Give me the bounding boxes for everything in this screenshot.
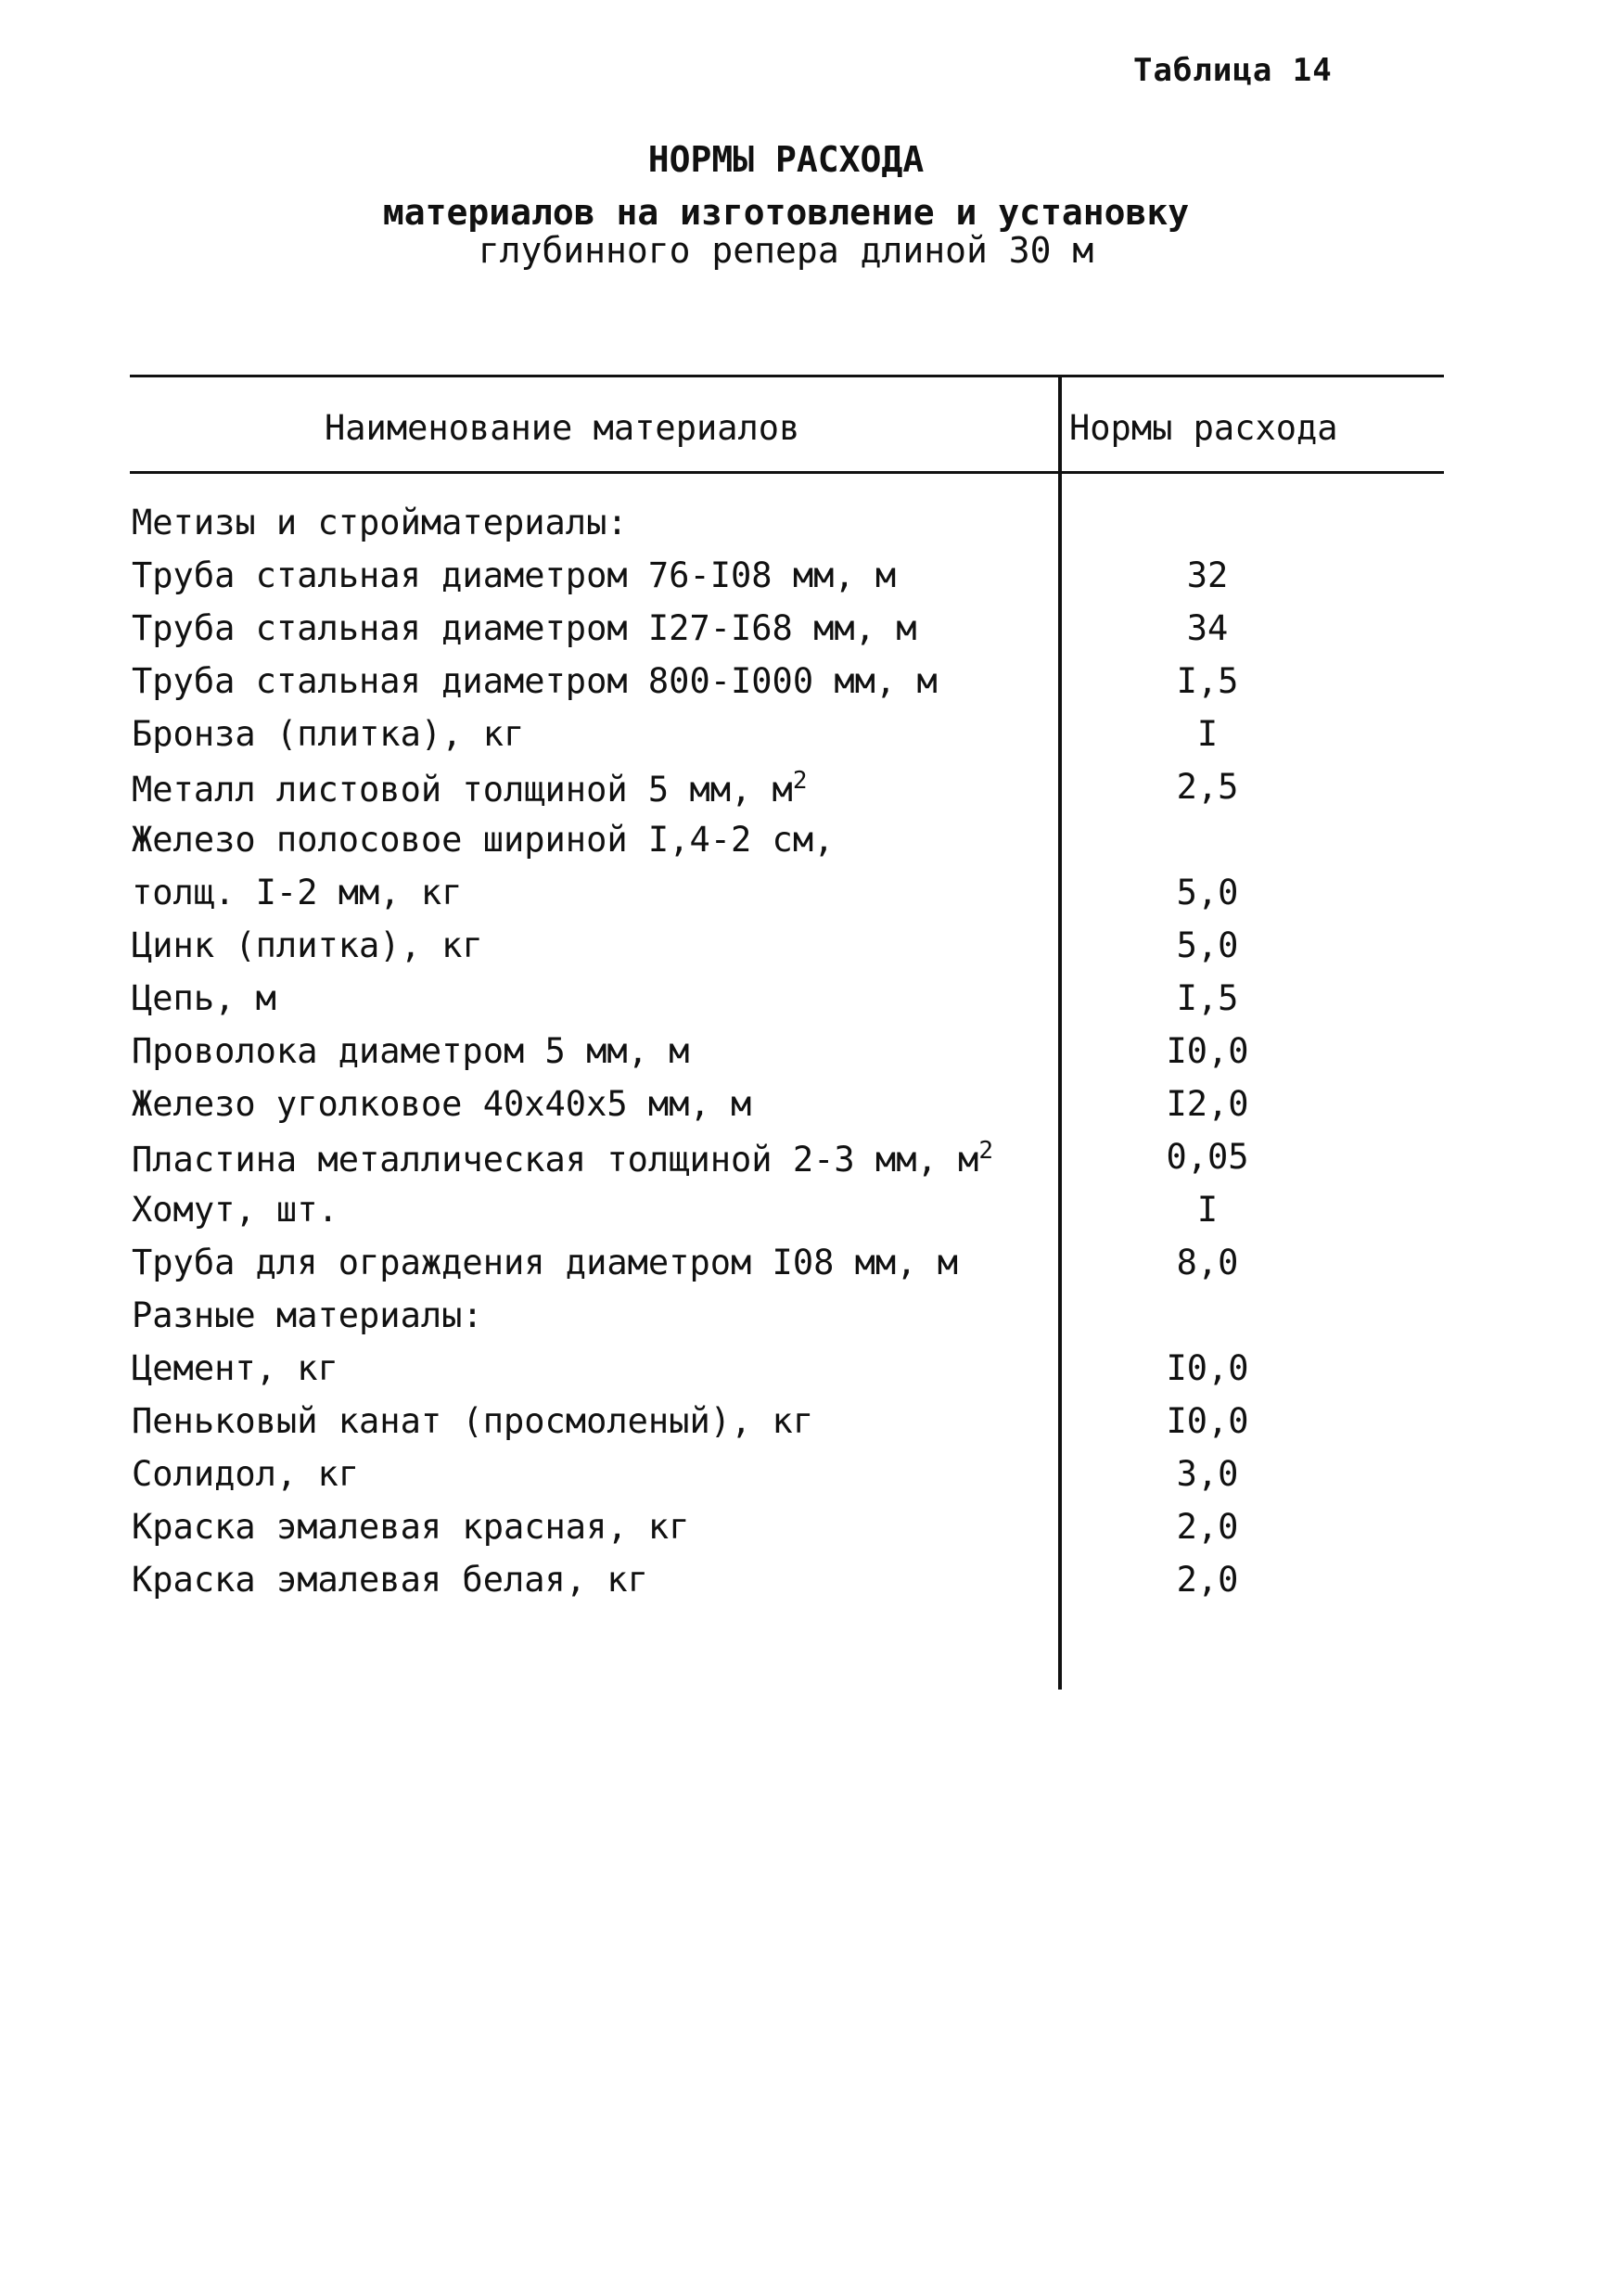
- unit-superscript: 2: [978, 1137, 993, 1165]
- material-name: [132, 1560, 648, 1600]
- material-name: [132, 820, 834, 860]
- norm-value: I: [1196, 714, 1219, 754]
- table-row: [130, 1290, 1444, 1343]
- table-row: [130, 497, 1444, 550]
- material-name: [132, 767, 807, 810]
- material-name-text: Пластина металлическая толщиной 2-3 мм, м: [132, 1140, 979, 1180]
- norm-value: 5,0: [1176, 925, 1239, 965]
- norm-value: 32: [1186, 555, 1229, 595]
- norm-value: I,5: [1176, 978, 1239, 1018]
- material-name-text: Проволока диаметром 5 мм, м: [132, 1031, 690, 1071]
- material-name-text: Хомут, шт.: [132, 1190, 338, 1230]
- table-row: [130, 1237, 1444, 1290]
- norm-value: 5,0: [1176, 873, 1239, 912]
- table-row: [130, 1078, 1444, 1131]
- material-name-text: Железо полосовое шириной I,4-2 см,: [132, 820, 835, 860]
- material-name: [132, 1243, 958, 1282]
- table-row: [130, 973, 1444, 1026]
- material-name: [132, 555, 896, 595]
- material-name: [132, 925, 483, 965]
- material-name: [132, 714, 524, 754]
- table-top-rule: [130, 375, 1444, 377]
- material-name: [132, 1401, 813, 1441]
- material-name: [132, 661, 938, 701]
- material-name: [132, 1454, 359, 1494]
- materials-table-body: [130, 497, 1444, 1607]
- material-name-text: Железо уголковое 40х40х5 мм, м: [132, 1084, 752, 1124]
- table-row: [130, 1554, 1444, 1607]
- page-subtitle-line2: глубинного репера длиной 30 м: [478, 230, 1094, 271]
- table-row: [130, 814, 1444, 867]
- table-row: [130, 1026, 1444, 1078]
- table-row: [130, 1501, 1444, 1554]
- table-row: [130, 1396, 1444, 1448]
- material-name-text: Краска эмалевая красная, кг: [132, 1507, 690, 1547]
- material-name: [132, 1295, 483, 1335]
- material-name-text: Труба стальная диаметром 800-I000 мм, м: [132, 661, 938, 701]
- material-name: [132, 978, 276, 1018]
- column-header-norms: Нормы расхода: [1069, 408, 1338, 448]
- norm-value: I,5: [1176, 661, 1239, 701]
- norm-value: I0,0: [1166, 1401, 1249, 1441]
- material-name-text: Цинк (плитка), кг: [132, 925, 483, 965]
- table-row: [130, 550, 1444, 603]
- material-name-text: Труба стальная диаметром 76-I08 мм, м: [132, 555, 897, 595]
- norm-value: I: [1196, 1190, 1219, 1230]
- material-name: [132, 1084, 751, 1124]
- table-row: [130, 761, 1444, 814]
- material-name-text: Труба для ограждения диаметром I08 мм, м: [132, 1243, 959, 1282]
- column-header-materials: Наименование материалов: [325, 408, 800, 448]
- material-name: [132, 503, 628, 542]
- material-name-text: Разные материалы:: [132, 1295, 483, 1335]
- material-name-text: Цепь, м: [132, 978, 276, 1018]
- norm-value: I2,0: [1166, 1084, 1249, 1124]
- material-name: [132, 1348, 338, 1388]
- material-name-text: Пеньковый канат (просмоленый), кг: [132, 1401, 814, 1441]
- norm-value: 0,05: [1166, 1137, 1249, 1177]
- page-title: НОРМЫ РАСХОДА: [647, 139, 925, 180]
- table-header-rule: [130, 471, 1444, 474]
- norm-value: 34: [1186, 608, 1229, 648]
- norm-value: I0,0: [1166, 1031, 1249, 1071]
- material-name: [132, 1031, 689, 1071]
- norm-value: 8,0: [1176, 1243, 1239, 1282]
- table-number: Таблица 14: [1133, 52, 1333, 89]
- table-row: [130, 1184, 1444, 1237]
- material-name-text: толщ. I-2 мм, кг: [132, 873, 463, 912]
- table-row: [130, 920, 1444, 973]
- material-name: [132, 608, 916, 648]
- table-row: [130, 603, 1444, 656]
- table-row: [130, 656, 1444, 708]
- material-name: [132, 1137, 993, 1180]
- table-row: [130, 867, 1444, 920]
- norm-value: 2,0: [1176, 1507, 1239, 1547]
- material-name: [132, 1507, 689, 1547]
- norm-value: 3,0: [1176, 1454, 1239, 1494]
- material-name-text: Метизы и стройматериалы:: [132, 503, 628, 542]
- material-name-text: Солидол, кг: [132, 1454, 360, 1494]
- norm-value: 2,5: [1176, 767, 1239, 807]
- norm-value: 2,0: [1176, 1560, 1239, 1600]
- unit-superscript: 2: [792, 767, 808, 795]
- page-subtitle-line1: материалов на изготовление и установку: [382, 192, 1190, 233]
- table-row: [130, 1448, 1444, 1501]
- norm-value: I0,0: [1166, 1348, 1249, 1388]
- material-name-text: Цемент, кг: [132, 1348, 338, 1388]
- material-name-text: Краска эмалевая белая, кг: [132, 1560, 648, 1600]
- table-row: [130, 1131, 1444, 1184]
- table-row: [130, 708, 1444, 761]
- table-row: [130, 1343, 1444, 1396]
- material-name-text: Металл листовой толщиной 5 мм, м: [132, 770, 793, 810]
- material-name-text: Бронза (плитка), кг: [132, 714, 525, 754]
- material-name-text: Труба стальная диаметром I27-I68 мм, м: [132, 608, 917, 648]
- material-name: [132, 1190, 338, 1230]
- material-name: [132, 873, 462, 912]
